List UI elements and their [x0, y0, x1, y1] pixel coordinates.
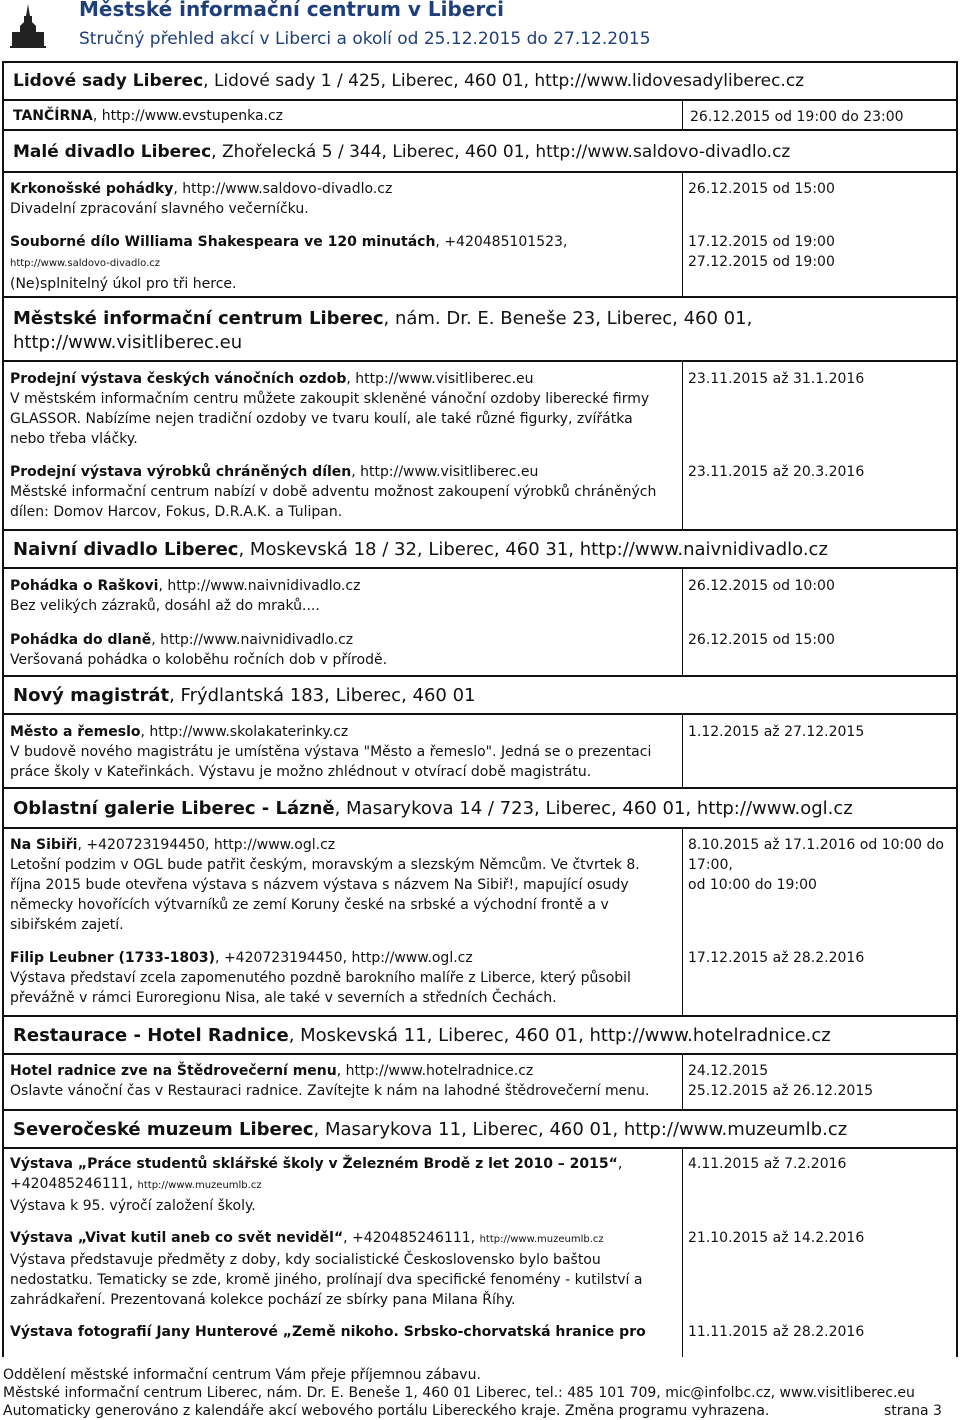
venue-block-male-divadlo — [2, 129, 958, 173]
venue-block-naivni — [2, 529, 958, 569]
event-dilny: Prodejní výstava výrobků chráněných dílen, http://www.visitliberec.eu Městské informační centrum nabízí v době adventu možnost zakoupení výrobků chráněných dílen: Domov Harcov, Fokus, D.R.A.K. a Tulipan. — [10, 464, 657, 520]
venue-block-radnice — [2, 1015, 958, 1055]
page-header — [0, 0, 960, 50]
divider — [682, 715, 683, 787]
event-date: 24.12.2015 25.12.2015 až 26.12.2015 — [688, 1063, 874, 1099]
divider — [682, 101, 683, 129]
venue-block-ogl — [2, 787, 958, 829]
event-date: 17.12.2015 až 28.2.2016 — [688, 950, 865, 966]
venue-title: Naivní divadlo Liberec, Moskevská 18 / 32, Liberec, 460 31, http://www.naivnidivadlo.cz — [13, 539, 828, 560]
page-number: strana 3 — [884, 1403, 942, 1419]
page-subtitle: Stručný přehled akcí v Liberci a okolí od 25.12.2015 do 27.12.2015 — [79, 29, 651, 49]
venue-title: Městské informační centrum Liberec, nám. Dr. E. Beneše 23, Liberec, 460 01, http://www.visitliberec.eu — [13, 308, 753, 353]
event-date: 21.10.2015 až 14.2.2016 — [688, 1230, 865, 1246]
venue-block-mic — [2, 296, 958, 362]
event-date: 8.10.2015 až 17.1.2016 od 10:00 do 17:00, od 10:00 do 19:00 — [688, 837, 944, 893]
event-sklarske: Výstava „Práce studentů sklářské školy v Železném Brodě z let 2010 – 2015“, +420485246111, http://www.muzeumlb.cz Výstava k 95. výročí založení školy. — [10, 1156, 623, 1214]
venue-title: Malé divadlo Liberec, Zhořelecká 5 / 344, Liberec, 460 01, http://www.saldovo-divadlo.cz — [13, 142, 791, 162]
event-remeslo: Město a řemeslo, http://www.skolakaterinky.cz V budově nového magistrátu je umístěna výstava "Město a řemeslo". Jedná se o prezentaci práce školy v Kateřinkách. Výstavu je možno zhlédnout v otvírací době magistrátu. — [10, 724, 652, 780]
venue-block-tancirna — [2, 99, 958, 131]
event-date: 23.11.2015 až 31.1.2016 — [688, 371, 865, 387]
divider — [682, 173, 683, 296]
venue-title: TANČÍRNA, http://www.evstupenka.cz — [13, 108, 284, 124]
event-date: 26.12.2015 od 10:00 — [688, 578, 835, 594]
event-date: 17.12.2015 od 19:00 27.12.2015 od 19:00 — [688, 234, 835, 270]
page-title: Městské informační centrum v Liberci — [79, 0, 504, 21]
divider — [682, 1055, 683, 1109]
venue-title: Nový magistrát, Frýdlantská 183, Liberec, 460 01 — [13, 685, 476, 706]
venue-title: Lidové sady Liberec, Lidové sady 1 / 425, Liberec, 460 01, http://www.lidovesadyliberec.cz — [13, 71, 805, 91]
event-date: 4.11.2015 až 7.2.2016 — [688, 1156, 847, 1172]
event-hunterova: Výstava fotografií Jany Hunterové „Země nikoho. Srbsko-chorvatská hranice pro — [10, 1324, 646, 1340]
event-date: 23.11.2015 až 20.3.2016 — [688, 464, 865, 480]
venue-title: Restaurace - Hotel Radnice, Moskevská 11, Liberec, 460 01, http://www.hotelradnice.cz — [13, 1025, 831, 1046]
venue-title: Severočeské muzeum Liberec, Masarykova 11, Liberec, 460 01, http://www.muzeumlb.cz — [13, 1119, 848, 1140]
divider — [682, 1149, 683, 1357]
divider — [682, 829, 683, 1015]
divider — [682, 362, 683, 529]
event-radnice-menu: Hotel radnice zve na Štědrovečerní menu, http://www.hotelradnice.cz Oslavte vánoční čas v Restauraci radnice. Zavítejte k nám na lahodné štědrovečerní menu. — [10, 1063, 650, 1099]
event-date: 26.12.2015 od 15:00 — [688, 181, 835, 197]
event-date: 11.11.2015 až 28.2.2016 — [688, 1324, 865, 1340]
venue-title: Oblastní galerie Liberec - Lázně, Masarykova 14 / 723, Liberec, 460 01, http://www.ogl.cz — [13, 798, 853, 819]
event-shakespeare: Souborné dílo Williama Shakespeara ve 120 minutách, +420485101523, http://www.saldovo-divadlo.cz (Ne)splnitelný úkol pro tři herce. — [10, 234, 568, 292]
venue-block-magistrat — [2, 675, 958, 715]
event-leubner: Filip Leubner (1733-1803), +420723194450, http://www.ogl.cz Výstava představí zcela zapomenutého pozdně barokního malíře z Liberce, který působil převážně v rámci Euroregionu Nisa, ale také v severních a středních Čechách. — [10, 950, 631, 1006]
footer-disclaimer: Automaticky generováno z kalendáře akcí webového portálu Libereckého kraje. Změna programu vyhrazena. — [3, 1403, 770, 1419]
event-date: 1.12.2015 až 27.12.2015 — [688, 724, 865, 740]
event-sibiri: Na Sibiři, +420723194450, http://www.ogl.cz Letošní podzim v OGL bude patřit českým, moravským a slezským Němcům. Ve čtvrtek 8. října 2015 bude otevřena výstava s názvem výstava s názvem Na Sibiř!, mapující osudy německy hovořících výtvarníků ze zemí Koruny české na srbské a východní frontě a v sibiřském zajetí. — [10, 837, 640, 933]
divider — [682, 569, 683, 675]
event-krkonosske: Krkonošské pohádky, http://www.saldovo-divadlo.cz Divadelní zpracování slavného večerníčku. — [10, 181, 393, 217]
event-raskovi: Pohádka o Raškovi, http://www.naivnidivadlo.cz Bez velikých zázraků, dosáhl až do mraků.... — [10, 578, 361, 614]
event-date: 26.12.2015 od 19:00 do 23:00 — [690, 109, 904, 125]
event-date: 26.12.2015 od 15:00 — [688, 632, 835, 648]
footer-greeting: Oddělení městské informační centrum Vám přeje příjemnou zábavu. — [3, 1367, 481, 1383]
venue-block-lidove-sady — [2, 61, 958, 101]
footer-contact: Městské informační centrum Liberec, nám. Dr. E. Beneše 1, 460 01 Liberec, tel.: 485 101 709, mic@infolbc.cz, www.visitliberec.eu — [3, 1385, 915, 1401]
event-dlane: Pohádka do dlaně, http://www.naivnidivadlo.cz Veršovaná pohádka o koloběhu ročních dob v přírodě. — [10, 632, 388, 668]
liberec-logo-icon — [8, 2, 48, 48]
event-kutil: Výstava „Vivat kutil aneb co svět neviděl“, +420485246111, http://www.muzeumlb.cz Výstava představuje předměty z doby, kdy socialistické Československo bylo baštou nedostatku. Tematicky se zde, kromě jiného, prolínají dva specifické fenomény - kutilství a zahrádkaření. Prezentovaná kolekce pochází ze sbírky pana Milana Říhy. — [10, 1230, 643, 1308]
venue-block-muzeum — [2, 1109, 958, 1149]
event-ozdoby: Prodejní výstava českých vánočních ozdob, http://www.visitliberec.eu V městském informačním centru můžete zakoupit skleněné vánoční ozdoby liberecké firmy GLASSOR. Nabízíme nejen tradiční ozdoby ve tvaru koulí, ale také různé figurky, zvířátka nebo třeba vláčky. — [10, 371, 650, 447]
